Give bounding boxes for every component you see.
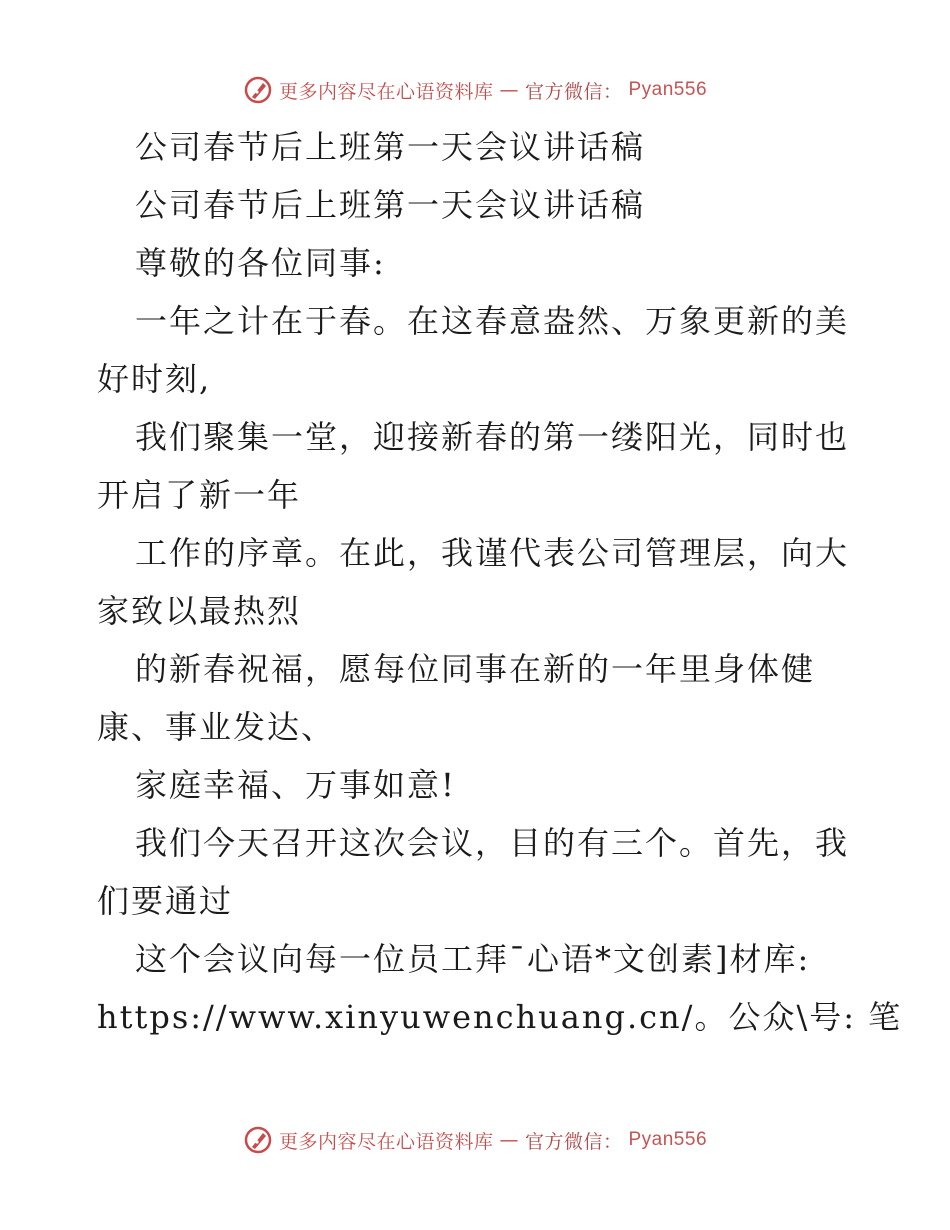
doc-line: 这个会议向每一位员工拜¯心语*文创素]材库: [135, 940, 811, 978]
doc-line: 我们聚集一堂，迎接新春的第一缕阳光，同时也 [135, 418, 850, 456]
banner-wechat-label: 官方微信： [524, 80, 623, 103]
doc-line: 一年之计在于春。在这春意盎然、万象更新的美 [135, 302, 850, 340]
doc-line: 公司春节后上班第一天会议讲话稿 [135, 186, 646, 224]
doc-line: 的新春祝福，愿每位同事在新的一年里身体健 [135, 650, 816, 688]
document-body [97, 118, 903, 1046]
banner-wechat-id: Pyan556 [628, 1129, 708, 1150]
pen-nib-logo-icon [243, 1125, 273, 1155]
banner-text: 更多内容尽在心语资料库 [278, 80, 494, 103]
doc-line: 公司春节后上班第一天会议讲话稿 [135, 128, 646, 166]
pen-nib-logo-icon [243, 75, 273, 105]
doc-line: 工作的序章。在此，我谨代表公司管理层，向大 [135, 534, 850, 572]
banner-dash: — [499, 79, 519, 101]
doc-line: 我们今天召开这次会议，目的有三个。首先，我 [135, 824, 850, 862]
doc-line: 们要通过 [97, 882, 234, 920]
banner-wechat-id: Pyan556 [628, 79, 708, 100]
banner-text: 更多内容尽在心语资料库 [278, 1130, 494, 1153]
doc-line: 尊敬的各位同事: [135, 244, 386, 282]
doc-line: https://www.xinyuwenchuang.cn/。公众\号: 笔 [97, 998, 903, 1036]
doc-line: 康、事业发达、 [97, 708, 336, 746]
doc-line: 家致以最热烈 [97, 592, 302, 630]
header-banner [0, 70, 950, 110]
doc-line: 好时刻, [97, 360, 212, 398]
doc-line: 家庭幸福、万事如意! [135, 766, 456, 804]
banner-dash: — [499, 1129, 519, 1151]
doc-line: 开启了新一年 [97, 476, 302, 514]
banner-wechat-label: 官方微信： [524, 1130, 623, 1153]
footer-banner [0, 1120, 950, 1160]
